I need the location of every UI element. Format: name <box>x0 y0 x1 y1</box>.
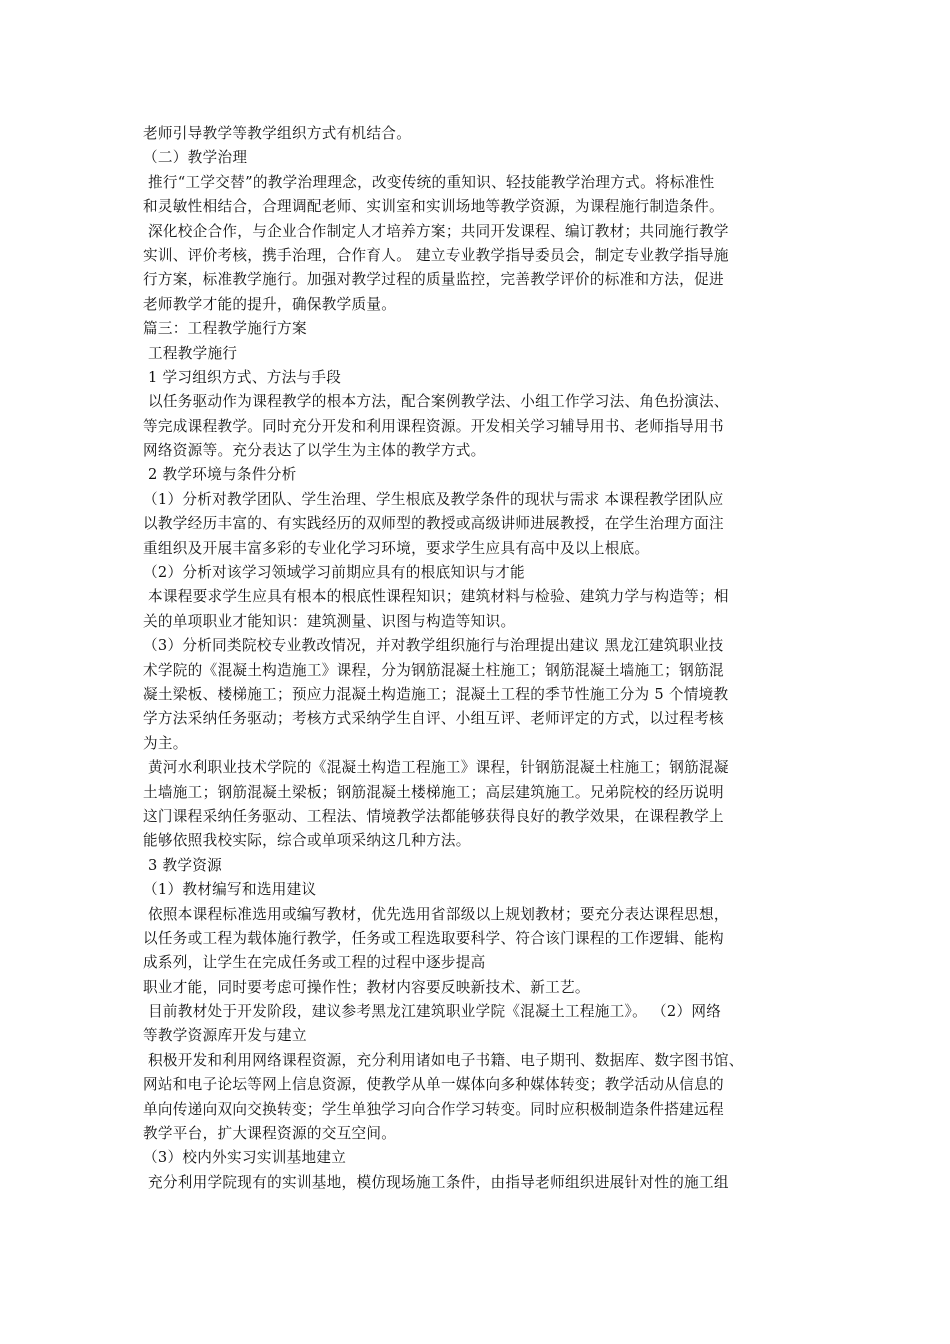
text-line: 老师引导教学等教学组织方式有机结合。 <box>143 125 412 142</box>
text-line: （1）分析对教学团队、学生治理、学生根底及教学条件的现状与需求 本课程教学团队应 <box>143 490 724 508</box>
text-line: 积极开发和利用网络课程资源，充分利用诸如电子书籍、电子期刊、数据库、数字图书馆、 <box>143 1051 744 1069</box>
text-line: 老师教学才能的提升，确保教学质量。 <box>143 295 397 313</box>
text-line: 凝土梁板、楼梯施工；预应力混凝土构造施工；混凝土工程的季节性施工分为 5 个情境教 <box>143 685 729 703</box>
text-line: 目前教材处于开发阶段，建议参考黑龙江建筑职业学院《混凝土工程施工》。 （2）网络 <box>143 1003 722 1021</box>
text-line: 能够依照我校实际，综合或单项采纳这几种方法。 <box>143 832 471 850</box>
text-line: 实训、评价考核，携手治理，合作育人。 建立专业教学指导委员会，制定专业教学指导施 <box>143 246 729 264</box>
text-line: 篇三：工程教学施行方案 <box>143 320 307 338</box>
text-line: 术学院的《混凝土构造施工》课程，分为钢筋混凝土柱施工；钢筋混凝土墙施工；钢筋混 <box>143 661 724 679</box>
text-line: 等教学资源库开发与建立 <box>143 1027 307 1045</box>
text-line: 黄河水利职业技术学院的《混凝土构造工程施工》课程，针钢筋混凝土柱施工；钢筋混凝 <box>143 759 729 777</box>
text-line: 以任务或工程为载体施行教学，任务或工程选取要科学、符合该门课程的工作逻辑、能构 <box>143 929 724 947</box>
text-line: 为主。 <box>143 734 188 752</box>
text-line: 教学平台，扩大课程资源的交互空间。 <box>143 1125 397 1143</box>
document-body <box>143 122 813 1195</box>
text-line: 以任务驱动作为课程教学的根本方法，配合案例教学法、小组工作学习法、角色扮演法、 <box>143 393 729 411</box>
text-line: 和灵敏性相结合，合理调配老师、实训室和实训场地等教学资源，为课程施行制造条件。 <box>143 198 724 216</box>
text-line: （3）分析同类院校专业教改情况，并对教学组织施行与治理提出建议 黑龙江建筑职业技 <box>143 637 724 655</box>
text-line: 1 学习组织方式、方法与手段 <box>143 368 342 386</box>
text-line: 依照本课程标准选用或编写教材，优先选用省部级以上规划教材；要充分表达课程思想， <box>143 905 729 923</box>
text-line: （3）校内外实习实训基地建立 <box>143 1149 347 1167</box>
text-line: 网络资源等。充分表达了以学生为主体的教学方式。 <box>143 442 486 460</box>
text-line: 工程教学施行 <box>143 344 238 362</box>
text-line: 2 教学环境与条件分析 <box>143 466 297 484</box>
text-line: 职业才能，同时要考虑可操作性；教材内容要反映新技术、新工艺。 <box>143 978 590 996</box>
text-line: 土墙施工；钢筋混凝土梁板；钢筋混凝土楼梯施工；高层建筑施工。兄弟院校的经历说明 <box>143 783 724 801</box>
text-line: 充分利用学院现有的实训基地，模仿现场施工条件，由指导老师组织进展针对性的施工组 <box>143 1173 729 1191</box>
text-line: 网站和电子论坛等网上信息资源，使教学从单一媒体向多种媒体转变；教学活动从信息的 <box>143 1076 724 1094</box>
text-line: 成系列，让学生在完成任务或工程的过程中逐步提高 <box>143 954 486 972</box>
text-line: 以教学经历丰富的、有实践经历的双师型的教授或高级讲师进展教授，在学生治理方面注 <box>143 515 724 533</box>
text-line: 重组织及开展丰富多彩的专业化学习环境，要求学生应具有高中及以上根底。 <box>143 539 650 557</box>
text-line: 这门课程采纳任务驱动、工程法、情境教学法都能够获得良好的教学效果，在课程教学上 <box>143 807 724 825</box>
text-line: 本课程要求学生应具有根本的根底性课程知识；建筑材料与检验、建筑力学与构造等；相 <box>143 588 729 606</box>
text-line: 学方法采纳任务驱动；考核方式采纳学生自评、小组互评、老师评定的方式，以过程考核 <box>143 710 724 728</box>
text-line: 推行“工学交替”的教学治理理念，改变传统的重知识、轻技能教学治理方式。将标准性 <box>143 173 715 191</box>
text-line: （2）分析对该学习领域学习前期应具有的根底知识与才能 <box>143 564 525 582</box>
text-line: （1）教材编写和选用建议 <box>143 881 317 899</box>
text-line: 深化校企合作，与企业合作制定人才培养方案；共同开发课程、编订教材；共同施行教学 <box>143 222 729 240</box>
text-line: （二）教学治理 <box>143 149 248 167</box>
text-line: 行方案，标准教学施行。加强对教学过程的质量监控，完善教学评价的标准和方法，促进 <box>143 271 724 289</box>
text-line: 关的单项职业才能知识：建筑测量、识图与构造等知识。 <box>143 612 516 630</box>
text-line: 单向传递向双向交换转变；学生单独学习向合作学习转变。同时应积极制造条件搭建远程 <box>143 1100 724 1118</box>
text-line: 3 教学资源 <box>143 856 223 874</box>
text-line: 等完成课程教学。同时充分开发和利用课程资源。开发相关学习辅导用书、老师指导用书 <box>143 417 724 435</box>
